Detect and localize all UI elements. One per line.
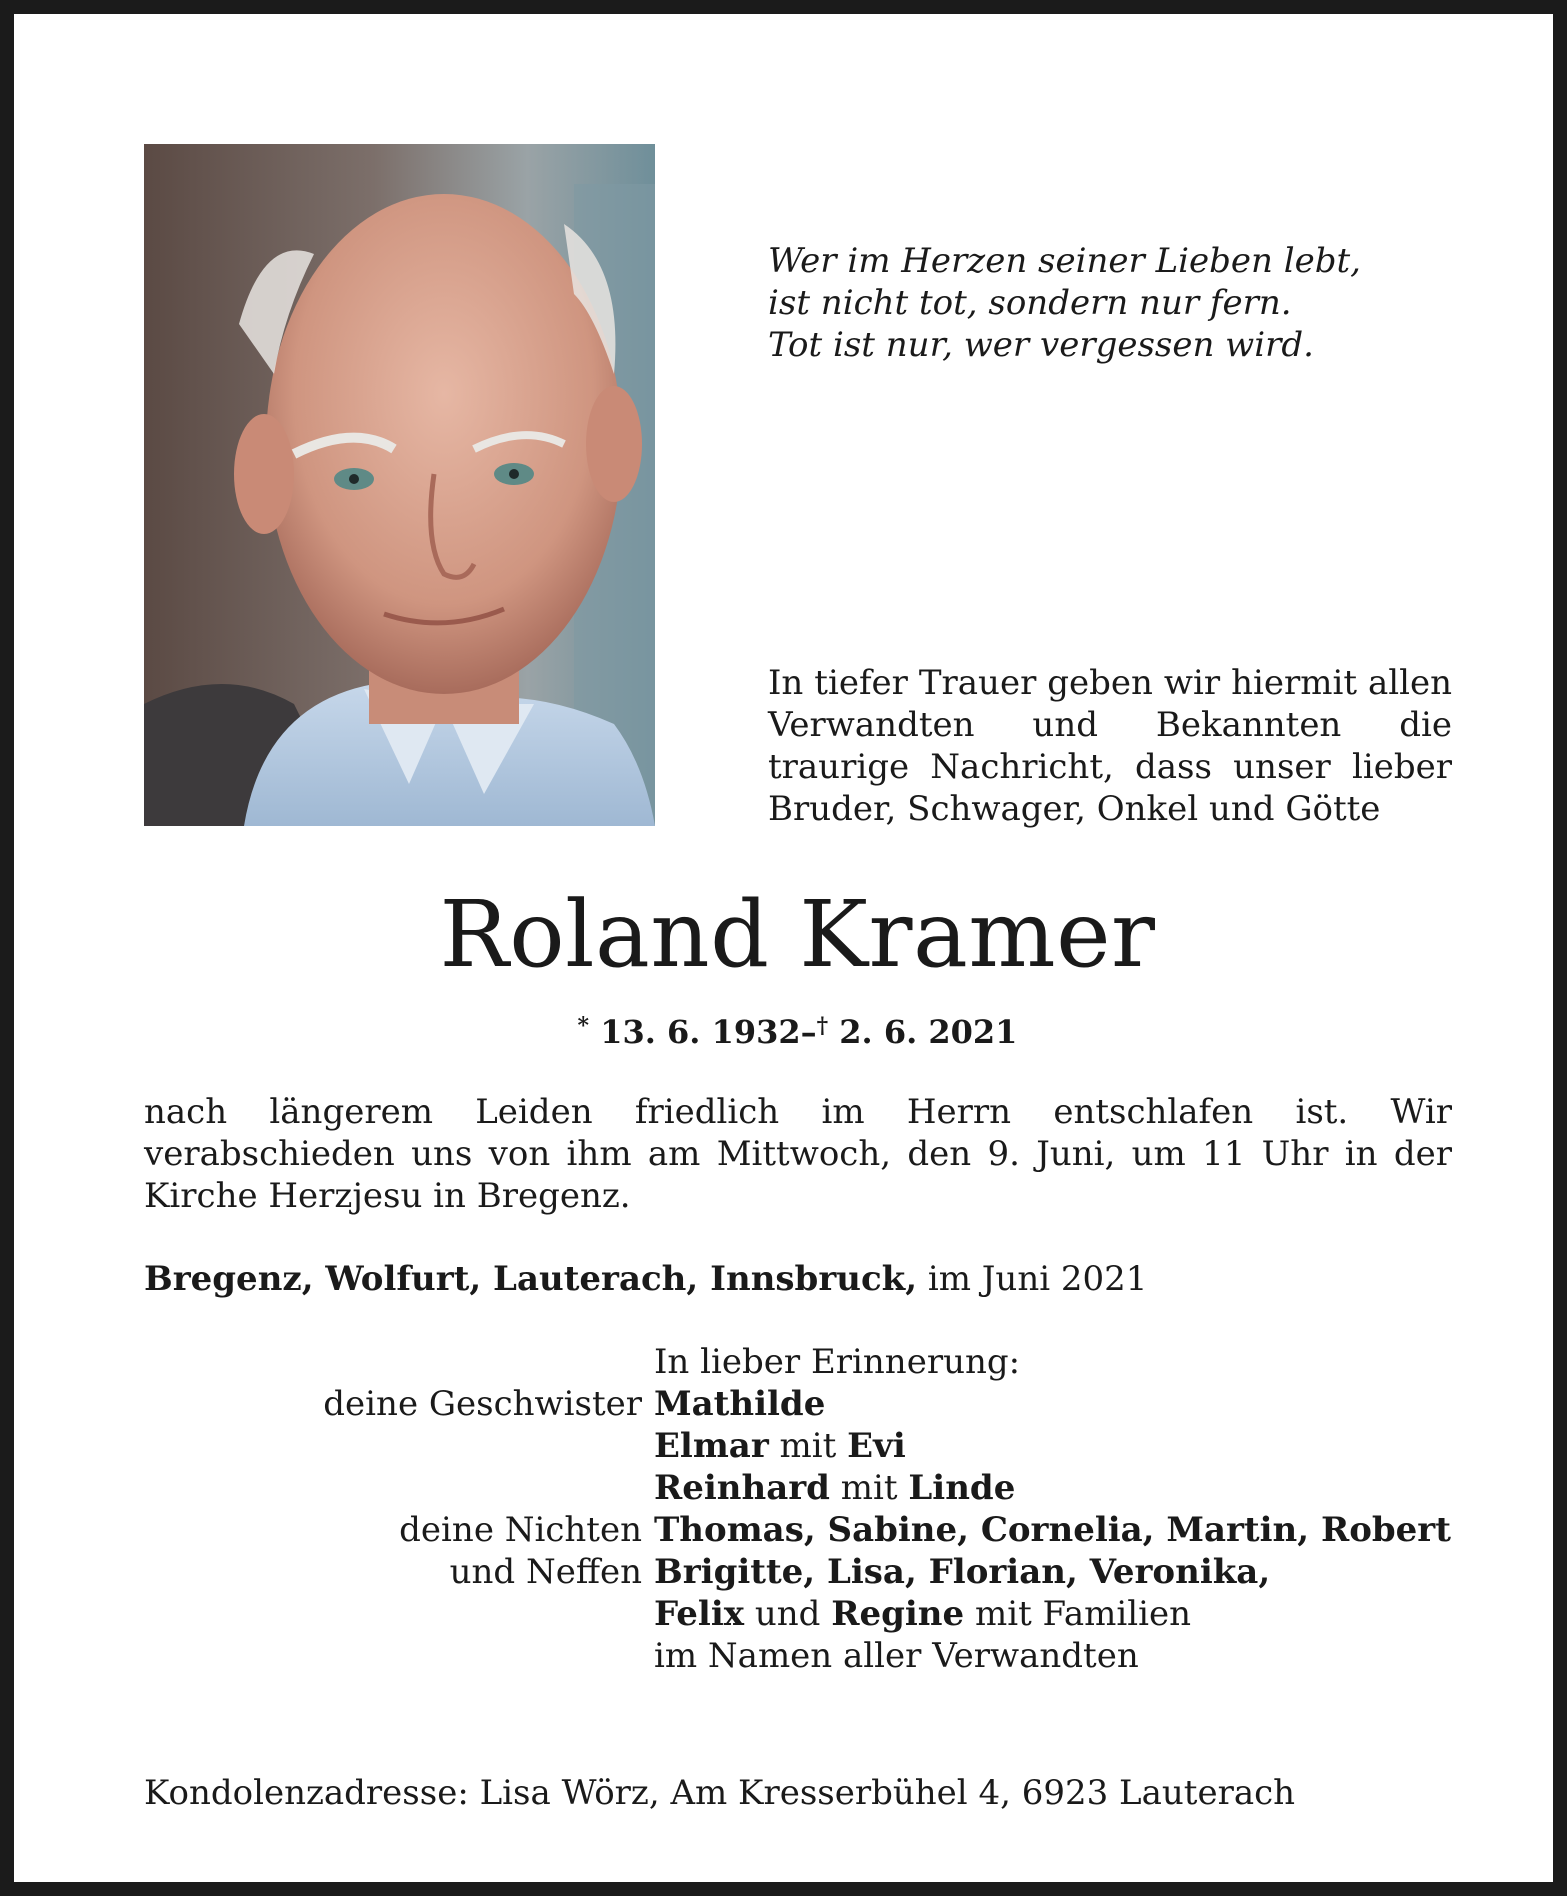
with-text: mit	[768, 1426, 848, 1466]
verse-line: ist nicht tot, sondern nur fern.	[768, 283, 1292, 323]
memory-block	[144, 1341, 1452, 1677]
condolence-address: Kondolenzadresse: Lisa Wörz, Am Kresserbühel 4, 6923 Lauterach	[144, 1773, 1296, 1813]
siblings-row	[144, 1425, 1452, 1467]
sibling-name: Mathilde	[654, 1384, 826, 1424]
siblings-row	[144, 1467, 1452, 1509]
deceased-name: Roland Kramer	[439, 881, 1156, 988]
nephews-label: und Neffen	[449, 1552, 642, 1592]
closing-row	[144, 1635, 1452, 1677]
verse-line: Tot ist nur, wer vergessen wird.	[768, 325, 1314, 365]
death-date: 2. 6. 2021	[839, 1013, 1018, 1051]
places-line	[144, 1258, 1452, 1300]
memory-heading: In lieber Erinnerung:	[654, 1342, 1021, 1382]
nieces-row	[144, 1509, 1452, 1551]
intro-text: In tiefer Trauer geben wir hiermit allen Verwandten und Bekannten die traurige Nachricht, dass unser lieber Bruder, Schwager, Onkel und Götte	[768, 663, 1452, 829]
date-separator: –	[800, 1013, 817, 1051]
portrait-photo	[144, 144, 655, 826]
birth-date: 13. 6. 1932	[600, 1013, 801, 1051]
nephews-row	[144, 1593, 1452, 1635]
sibling-name: Elmar	[654, 1426, 769, 1466]
birth-symbol: *	[577, 1013, 590, 1039]
siblings-label: deine Geschwister	[323, 1384, 642, 1424]
with-families-text: mit Familien	[964, 1594, 1191, 1634]
niece-name: Felix	[654, 1594, 745, 1634]
memory-heading-row	[144, 1341, 1452, 1383]
with-text: mit	[829, 1468, 909, 1508]
siblings-row	[144, 1383, 1452, 1425]
life-dates	[14, 1006, 1567, 1052]
niece-name: Regine	[831, 1594, 965, 1634]
nieces-label: deine Nichten	[399, 1510, 642, 1550]
verse-block	[768, 240, 1488, 366]
verse-line: Wer im Herzen seiner Lieben lebt,	[768, 241, 1361, 281]
nephews-names: Brigitte, Lisa, Florian, Veronika,	[654, 1552, 1271, 1592]
sibling-partner: Linde	[908, 1468, 1016, 1508]
funeral-info: nach längerem Leiden friedlich im Herrn entschlafen ist. Wir verabschieden uns von ihm am Mittwoch, den 9. Juni, um 11 Uhr in der Kirche Herzjesu in Bregenz.	[144, 1092, 1452, 1216]
portrait-image	[144, 144, 655, 826]
nieces-names: Thomas, Sabine, Cornelia, Martin, Robert	[654, 1510, 1451, 1550]
closing-text: im Namen aller Verwandten	[654, 1636, 1139, 1676]
sibling-name: Reinhard	[654, 1468, 830, 1508]
sibling-partner: Evi	[847, 1426, 906, 1466]
and-text: und	[744, 1594, 832, 1634]
places-towns: Bregenz, Wolfurt, Lauterach, Innsbruck,	[144, 1259, 918, 1299]
death-symbol: †	[816, 1013, 829, 1039]
places-date: im Juni 2021	[917, 1259, 1148, 1299]
nephews-row	[144, 1551, 1452, 1593]
